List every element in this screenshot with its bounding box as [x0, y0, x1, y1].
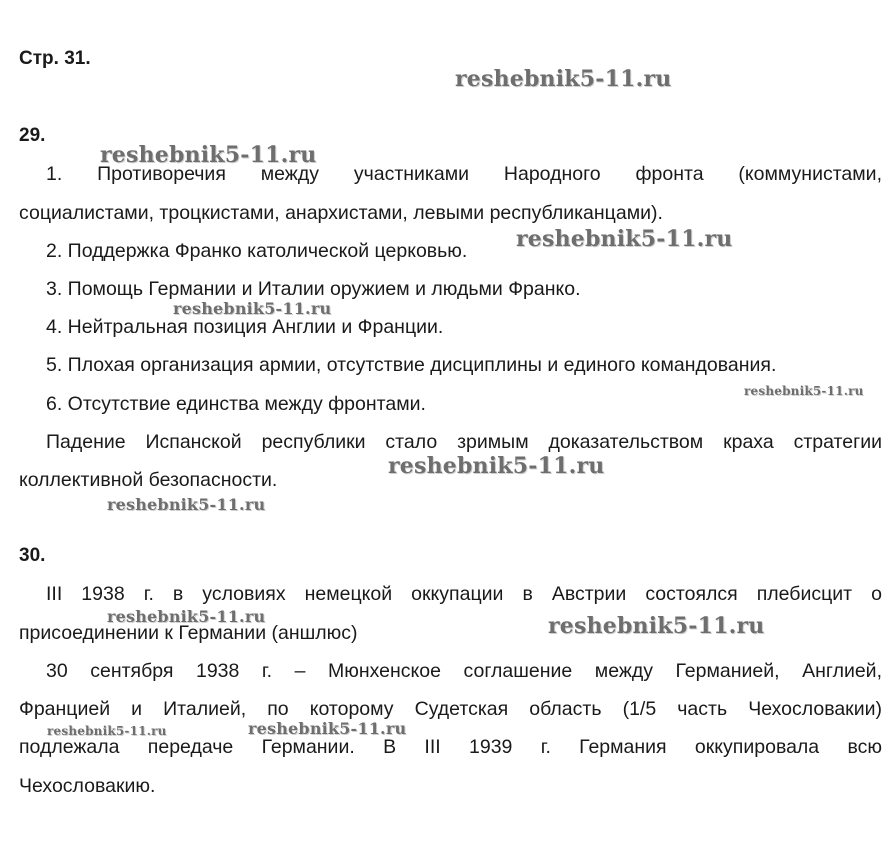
section-30-line: Францией и Италией, по которому Судетская область (1/5 часть Чехословакии) [19, 698, 882, 720]
section-29-line: 3. Помощь Германии и Италии оружием и людьми Франко. [46, 278, 581, 300]
section-29-line: 4. Нейтральная позиция Англии и Франции. [46, 316, 444, 338]
section-number-30: 30. [19, 545, 46, 566]
section-29-line: 5. Плохая организация армии, отсутствие дисциплины и единого командования. [46, 354, 777, 376]
watermark: reshebnik5-11.ru [548, 613, 765, 639]
watermark: reshebnik5-11.ru [107, 607, 266, 626]
watermark: reshebnik5-11.ru [744, 384, 864, 398]
section-30-line: присоединении к Германии (аншлюс) [19, 622, 358, 644]
section-29-line: Падение Испанской республики стало зримым доказательством краха стратегии [46, 431, 882, 453]
watermark: reshebnik5-11.ru [516, 226, 733, 252]
section-number-29: 29. [19, 125, 46, 146]
section-29-line: 2. Поддержка Франко католической церковью. [46, 240, 468, 262]
section-30-line: Чехословакию. [19, 775, 156, 797]
section-29-line: коллективной безопасности. [19, 469, 278, 491]
watermark: reshebnik5-11.ru [107, 495, 266, 514]
section-30-line: 30 сентября 1938 г. – Мюнхенское соглашение между Германией, Англией, [46, 660, 882, 682]
watermark: reshebnik5-11.ru [173, 299, 332, 318]
watermark: reshebnik5-11.ru [47, 724, 167, 738]
section-30-line: III 1938 г. в условиях немецкой оккупации в Австрии состоялся плебисцит о [46, 583, 882, 605]
section-29-line: 6. Отсутствие единства между фронтами. [46, 393, 426, 415]
section-29-line: социалистами, троцкистами, анархистами, левыми республиканцами). [19, 202, 663, 224]
watermark: reshebnik5-11.ru [455, 66, 672, 92]
watermark: reshebnik5-11.ru [388, 453, 605, 479]
watermark: reshebnik5-11.ru [100, 142, 317, 168]
section-29-line: 1. Противоречия между участниками Народного фронта (коммунистами, [46, 163, 882, 185]
page-label: Стр. 31. [19, 48, 91, 69]
watermark: reshebnik5-11.ru [248, 719, 407, 738]
section-30-line: подлежала передаче Германии. В III 1939 г. Германия оккупировала всю [19, 736, 882, 758]
